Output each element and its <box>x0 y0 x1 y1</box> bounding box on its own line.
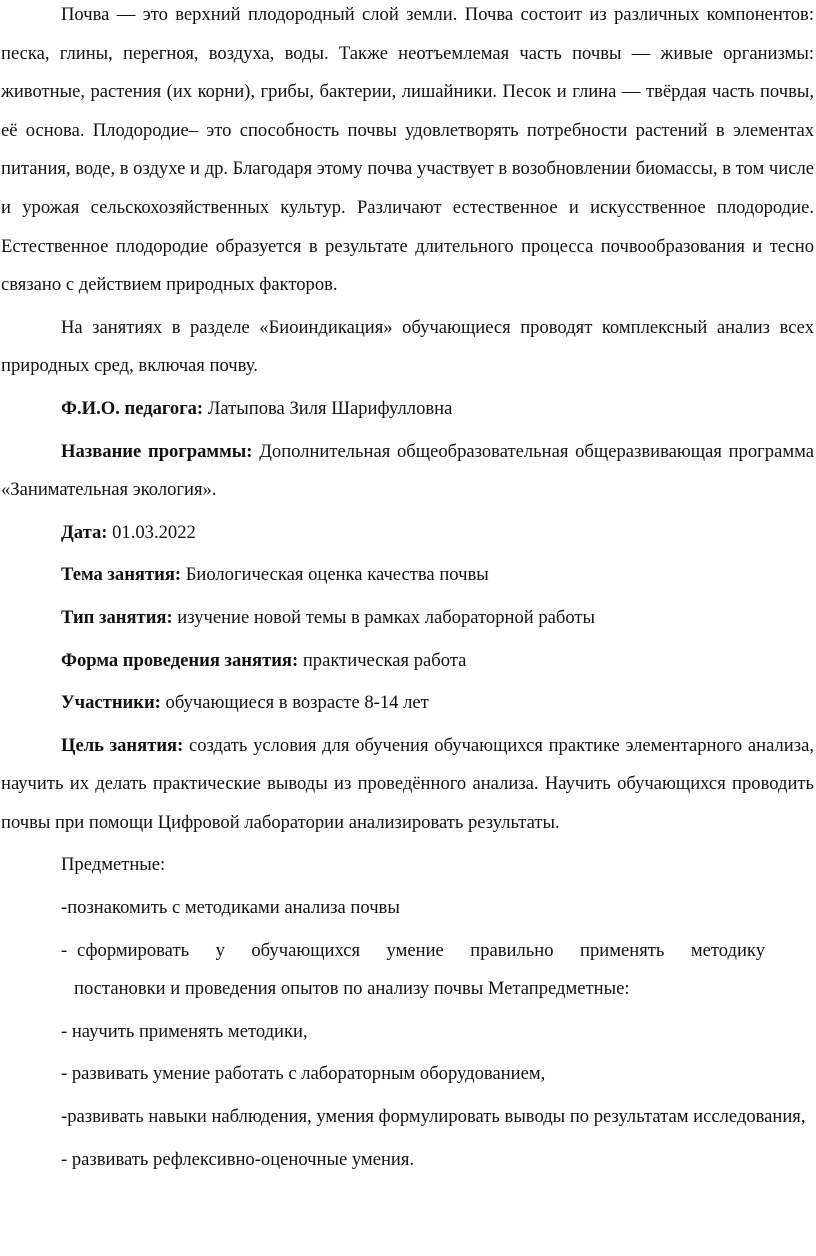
topic-line <box>1 556 814 595</box>
participants-label: Участники: <box>61 692 161 714</box>
teacher-line <box>1 390 814 429</box>
date-value: 01.03.2022 <box>107 521 196 543</box>
objective-item: - научить применять методики, <box>61 1020 308 1042</box>
lesson-type-value: изучение новой темы в рамках лабораторной работы <box>172 606 596 628</box>
teacher-label: Ф.И.О. педагога: <box>61 397 204 419</box>
date-label: Дата: <box>61 521 108 543</box>
form-value: практическая работа <box>298 649 467 671</box>
goal-paragraph <box>1 727 814 843</box>
objective-item: -развивать навыки наблюдения, умения формулировать выводы по результатам исследования, <box>61 1106 806 1128</box>
program-label: Название программы: <box>61 440 253 462</box>
lesson-type-label: Тип занятия: <box>61 606 173 628</box>
intro-paragraph-bioindication: На занятиях в разделе «Биоиндикация» обучающиеся проводят комплексный анализ всех природных сред, включая почву. <box>1 316 814 377</box>
form-line <box>1 642 814 681</box>
objective-item: - развивать рефлексивно-оценочные умения. <box>61 1148 415 1170</box>
objective-item: -познакомить с методиками анализа почвы <box>61 897 400 919</box>
objective-item: - развивать умение работать с лабораторным оборудованием, <box>61 1063 546 1085</box>
participants-value: обучающиеся в возрасте 8-14 лет <box>160 692 429 714</box>
topic-value: Биологическая оценка качества почвы <box>181 564 489 586</box>
intro-paragraph-soil: Почва — это верхний плодородный слой земли. Почва состоит из различных компонентов: песка, глины, перегноя, воздуха, воды. Также неотъемлемая часть почвы — живые организмы: животные, растения (их корни), грибы, бактерии, лишайники. Песок и глина — твёрдая часть почвы, её основа. Плодородие– это способность почвы удовлетворять потребности растений в элементах питания, воде, в оздухе и др. Благодаря этому почва участвует в возобновлении биомассы, в том числе и урожая сельскохозяйственных культур. Различают естественное и искусственное плодородие. Естественное плодородие образуется в результате длительного процесса почвообразования и тесно связано с действием природных факторов. <box>1 4 814 296</box>
teacher-value: Латыпова Зиля Шарифулловна <box>203 397 453 419</box>
list-dash: - <box>61 939 68 961</box>
program-value: Дополнительная общеобразовательная общеразвивающая программа «Занимательная экология». <box>1 440 814 501</box>
program-line <box>1 433 814 510</box>
topic-label: Тема занятия: <box>61 564 182 586</box>
objective-item-line: сформировать у обучающихся умение правильно применять методику <box>77 939 765 961</box>
date-line <box>1 514 814 553</box>
subject-objectives-heading: Предметные: <box>61 854 166 876</box>
participants-line <box>1 684 814 723</box>
goal-label: Цель занятия: <box>61 734 184 756</box>
objective-item-continuation: постановки и проведения опытов по анализу почвы Метапредметные: <box>74 978 630 1000</box>
objective-item <box>1 932 814 971</box>
goal-value: создать условия для обучения обучающихся практике элементарного анализа, научить их делать практические выводы из проведённого анализа. Научить обучающихся проводить почвы при помощи Цифровой лаборатории анализировать результаты. <box>1 734 814 833</box>
form-label: Форма проведения занятия: <box>61 649 299 671</box>
lesson-type-line <box>1 599 814 638</box>
